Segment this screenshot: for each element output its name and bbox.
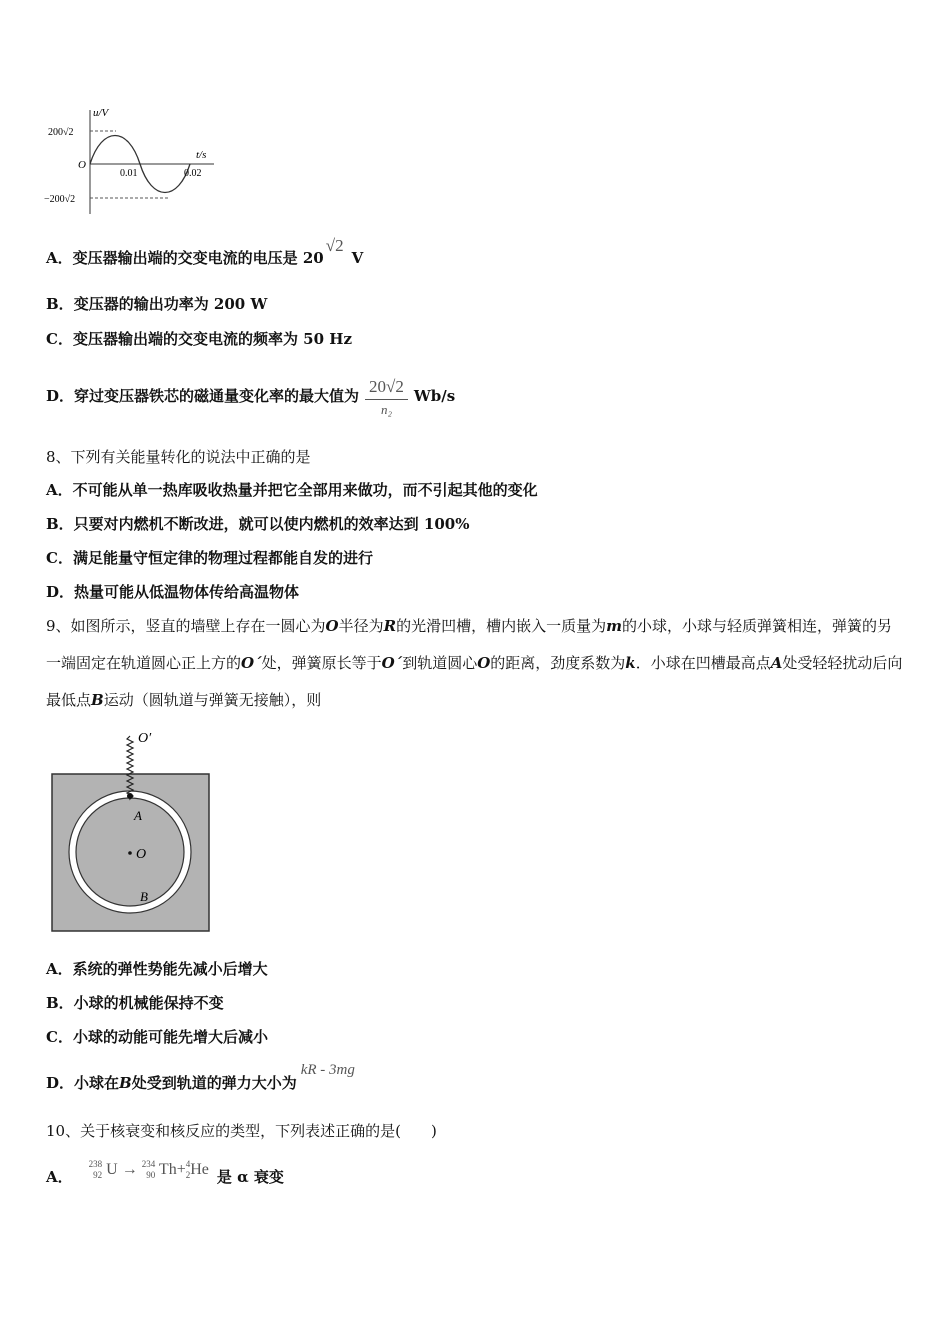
ball bbox=[127, 793, 133, 799]
groove-spring-figure bbox=[46, 728, 216, 936]
origin-label: O bbox=[78, 159, 86, 171]
q10-stem: 10、关于核衰变和核反应的类型，下列表述正确的是( ) bbox=[46, 1122, 437, 1140]
q7-option-a: A．变压器输出端的交变电流的电压是 20√2V bbox=[46, 236, 364, 267]
q8-option-b: B．只要对内燃机不断改进，就可以使内燃机的效率达到 100% bbox=[46, 515, 470, 533]
q9-option-c: C．小球的动能可能先增大后减小 bbox=[46, 1028, 268, 1046]
q8-stem: 8、下列有关能量转化的说法中正确的是 bbox=[46, 448, 311, 466]
fraction: $\frac{20√2}{\text{n₂}}$ bbox=[365, 377, 408, 418]
x-axis-label: t/s bbox=[196, 149, 207, 161]
q8-option-a: A．不可能从单一热库吸收热量并把它全部用来做功，而不引起其他的变化 bbox=[46, 481, 538, 499]
nuclear-equation: 238 92 U → 234 90 Th+4 2He bbox=[88, 1159, 209, 1181]
q9-option-d: D．小球在B处受到轨道的弹力大小为kR - 3mg bbox=[46, 1062, 355, 1092]
label-b: B bbox=[140, 889, 148, 904]
voltage-time-graph bbox=[44, 104, 219, 219]
label-a: A bbox=[134, 808, 142, 823]
q8-option-c: C．满足能量守恒定律的物理过程都能自发的进行 bbox=[46, 549, 373, 567]
q7-option-d: D．穿过变压器铁芯的磁通量变化率的最大值为 $\frac{20√2}{\text{n₂}}$ Wb/s bbox=[46, 376, 456, 417]
y-max-label: 200√2 bbox=[48, 127, 74, 138]
y-axis-label: u/V bbox=[93, 107, 109, 119]
q7-option-c: C．变压器输出端的交变电流的频率为 50 Hz bbox=[46, 330, 352, 348]
y-min-label: −200√2 bbox=[44, 194, 76, 205]
force-expression: kR - 3mg bbox=[300, 1062, 355, 1078]
label-o: O bbox=[136, 847, 147, 862]
q9-option-b: B．小球的机械能保持不变 bbox=[46, 994, 224, 1012]
q9-stem: 9、如图所示，竖直的墙壁上存在一圆心为O半径为R的光滑凹槽，槽内嵌入一质量为m的小球，小球与轻质弹簧相连，弹簧的另一端固定在轨道圆心正上方的O´处，弹簧原长等于O´到轨道圆心O的距离，劲度系数为k．小球在凹槽最高点A处受轻轻扰动后向最低点B运动（圆轨道与弹簧无接触），则 bbox=[46, 617, 903, 709]
x-tick-1: 0.01 bbox=[120, 168, 138, 179]
q7-option-b: B．变压器的输出功率为 200 W bbox=[46, 295, 268, 313]
label-o-prime: O′ bbox=[138, 731, 152, 746]
sqrt-2: √2 bbox=[325, 236, 344, 255]
q8-option-d: D．热量可能从低温物体传给高温物体 bbox=[46, 583, 300, 601]
q10-option-a: A． 238 92 U → 234 90 Th+4 2He 是 α 衰变 bbox=[46, 1159, 284, 1186]
q9-option-a: A．系统的弹性势能先减小后增大 bbox=[46, 960, 268, 978]
x-tick-2: 0.02 bbox=[184, 168, 202, 179]
center-dot bbox=[128, 851, 132, 855]
